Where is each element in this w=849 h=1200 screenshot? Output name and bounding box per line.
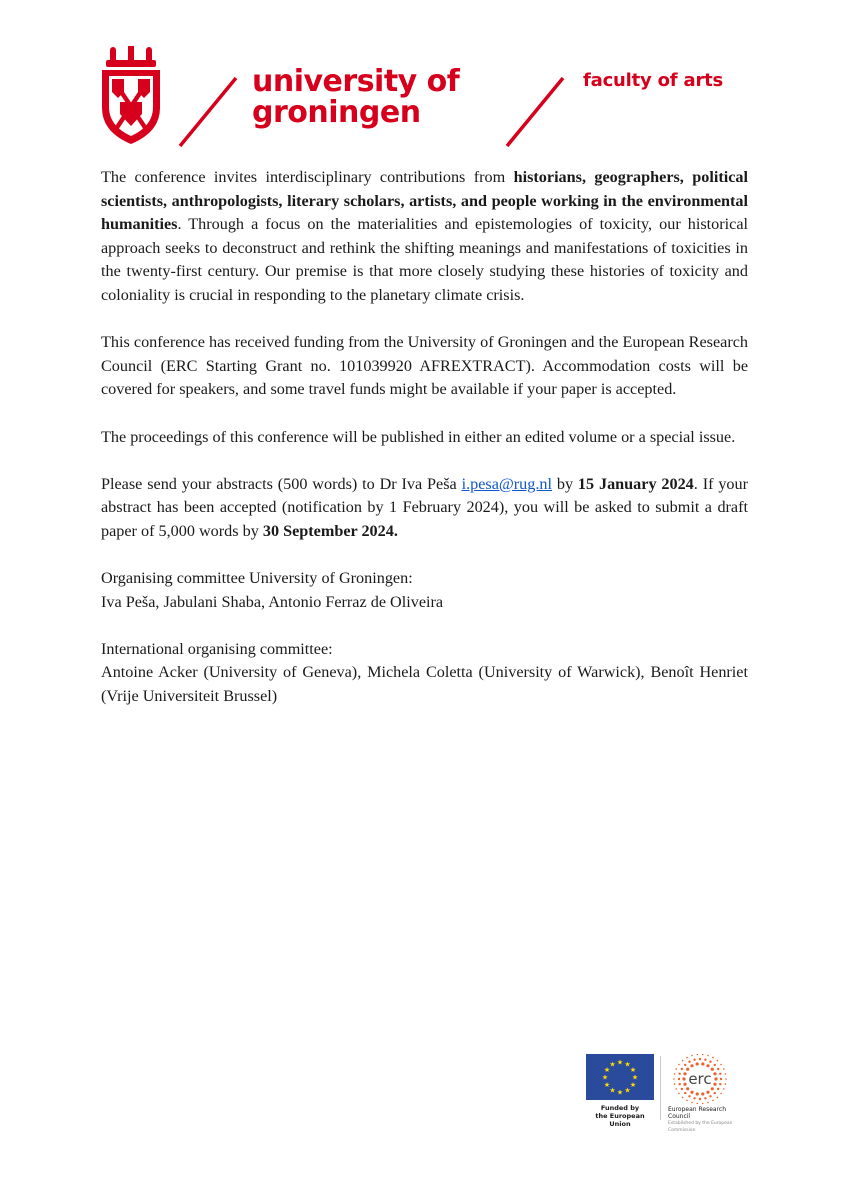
erc-dot (714, 1077, 717, 1080)
erc-dot (699, 1098, 701, 1100)
eu-star-icon: ★ (629, 1081, 637, 1089)
erc-dot (725, 1073, 727, 1075)
erc-dot (706, 1064, 709, 1067)
eu-star-icon: ★ (631, 1073, 639, 1082)
erc-dot (697, 1103, 699, 1104)
erc-dot (688, 1095, 690, 1097)
erc-dot (693, 1059, 695, 1061)
eu-star-icon: ★ (601, 1073, 609, 1082)
erc-dot (699, 1058, 701, 1060)
erc-dot (686, 1057, 688, 1059)
erc-dot (678, 1064, 680, 1066)
faculty-name: faculty of arts (583, 70, 724, 91)
erc-dot (679, 1073, 681, 1075)
erc-dot (693, 1097, 695, 1099)
erc-dot (675, 1088, 677, 1090)
erc-dot (704, 1059, 706, 1061)
erc-logo-text: erc (688, 1070, 712, 1088)
paragraph-international-committee (101, 638, 748, 709)
intl-committee-title: International organising committee: (101, 639, 333, 658)
intl-committee-members: Antoine Acker (University of Geneva), Michela Coletta (University of Warwick), Benoît Henriet (Vrije Universiteit Brussel) (101, 663, 748, 706)
university-name-line2: groningen (252, 95, 421, 130)
erc-dot (681, 1068, 683, 1070)
erc-dot (690, 1091, 693, 1094)
erc-dot (701, 1092, 704, 1095)
university-name (252, 66, 459, 128)
paragraph-contributions (101, 166, 748, 308)
eu-star-icon: ★ (624, 1086, 631, 1095)
erc-dot (707, 1055, 709, 1057)
paragraph-local-committee (101, 567, 748, 614)
eu-star-icon: ★ (624, 1060, 631, 1069)
paper-deadline: 30 September 2024. (262, 521, 398, 540)
divider-slash (178, 76, 238, 148)
paragraph-funding: This conference has received funding from the University of Groningen and the European Research Council (ERC Starting Grant no. 101039920 AFREXTRACT). Accommodation costs will be covered for speakers, and some travel funds might be available if your paper is accepted. (101, 333, 748, 399)
paragraph-submission (101, 473, 748, 544)
eu-star-icon: ★ (629, 1066, 637, 1074)
logo-divider (660, 1056, 661, 1120)
p4-text-c: . If your abstract has been accepted (notification by 1 February 2024), you will be asked to submit a draft paper of 5,000 words by (101, 474, 748, 540)
erc-dot (682, 1060, 684, 1062)
erc-dot (688, 1061, 690, 1063)
erc-dot (713, 1083, 716, 1086)
erc-dot (717, 1097, 719, 1099)
document-body (101, 166, 748, 732)
erc-dot (682, 1077, 685, 1080)
erc-dot (691, 1055, 693, 1057)
eu-star-icon: ★ (616, 1058, 624, 1067)
erc-dot (684, 1092, 686, 1094)
eu-funding-caption (586, 1104, 654, 1128)
erc-dot (686, 1100, 688, 1102)
erc-dot (704, 1097, 706, 1099)
erc-dot (679, 1083, 681, 1085)
erc-logo (672, 1054, 728, 1104)
eu-caption-line1: Funded by (600, 1104, 640, 1112)
erc-dot (709, 1095, 711, 1097)
erc-dot (714, 1064, 716, 1066)
erc-dot (725, 1078, 727, 1080)
erc-dot (719, 1083, 721, 1085)
erc-dot (673, 1078, 675, 1080)
eu-star-icon: ★ (609, 1060, 616, 1069)
eu-stars-icon (586, 1054, 654, 1100)
erc-caption (668, 1106, 748, 1134)
eu-star-icon: ★ (603, 1081, 611, 1089)
erc-dot (696, 1062, 699, 1065)
erc-dot (678, 1093, 680, 1095)
local-committee-members: Iva Peša, Jabulani Shaba, Antonio Ferraz de Oliveira (101, 592, 444, 611)
erc-dot (709, 1061, 711, 1063)
university-crest-logo (98, 46, 164, 146)
erc-dot (678, 1078, 680, 1080)
erc-dot (706, 1091, 709, 1094)
erc-dot (720, 1064, 722, 1066)
p1-intro: The conference invites interdisciplinary contributions from (101, 168, 514, 186)
erc-dot (717, 1088, 719, 1090)
erc-dot (681, 1088, 683, 1090)
university-name-line1: university of (252, 64, 460, 99)
erc-dot (684, 1064, 686, 1066)
p4-text-b: by (552, 474, 578, 493)
letterhead (0, 0, 849, 160)
funder-logos (586, 1054, 746, 1133)
erc-dot (701, 1062, 704, 1065)
erc-dot (713, 1072, 716, 1075)
erc-dot (714, 1092, 716, 1094)
erc-dot (683, 1083, 686, 1086)
erc-dot (683, 1072, 686, 1075)
eu-flag-icon (586, 1054, 654, 1100)
p1-rest: . Through a focus on the materialities and epistemologies of toxicity, our historical approach seeks to deconstruct and rethink the shifting meanings and manifestations of toxicities in the twenty-first century. Our premise is that more closely studying these histories of toxicity and coloniality is crucial in responding to the planetary climate crisis. (101, 215, 748, 304)
eu-caption-line2: the European Union (595, 1112, 645, 1128)
erc-dot (719, 1073, 721, 1075)
erc-dot (720, 1078, 722, 1080)
erc-name: European Research Council (668, 1106, 727, 1120)
local-committee-title: Organising committee University of Groningen: (101, 569, 413, 588)
eu-star-icon: ★ (603, 1066, 611, 1074)
erc-dot (674, 1073, 676, 1075)
erc-dot (697, 1054, 699, 1055)
erc-dot (675, 1068, 677, 1070)
eu-star-icon: ★ (609, 1086, 616, 1095)
erc-dot (725, 1083, 727, 1085)
erc-dot (702, 1054, 704, 1055)
erc-dot (696, 1092, 699, 1095)
email-link[interactable]: i.pesa@rug.nl (461, 474, 553, 493)
erc-dot (717, 1060, 719, 1062)
abstract-deadline: 15 January 2024 (577, 474, 694, 493)
erc-dot (720, 1093, 722, 1095)
erc-dot (712, 1057, 714, 1059)
erc-dot (682, 1097, 684, 1099)
erc-dot (690, 1064, 693, 1067)
erc-dot (723, 1088, 725, 1090)
erc-subtitle: Established by the European Commission (668, 1121, 733, 1133)
p1-disciplines: historians, geographers, political scientists, anthropologists, literary scholars, artists, and people working in the environmental humanities (101, 168, 748, 234)
divider-slash (505, 76, 565, 148)
erc-dot (712, 1100, 714, 1102)
erc-dot (674, 1083, 676, 1085)
erc-dot (707, 1102, 709, 1104)
erc-dot (702, 1103, 704, 1104)
eu-star-icon: ★ (616, 1088, 624, 1097)
erc-dot (717, 1068, 719, 1070)
erc-dot (691, 1102, 693, 1104)
paragraph-proceedings: The proceedings of this conference will be published in either an edited volume or a special issue. (101, 427, 736, 446)
erc-dot (723, 1068, 725, 1070)
p4-text-a: Please send your abstracts (500 words) to Dr Iva Peša (101, 474, 462, 493)
